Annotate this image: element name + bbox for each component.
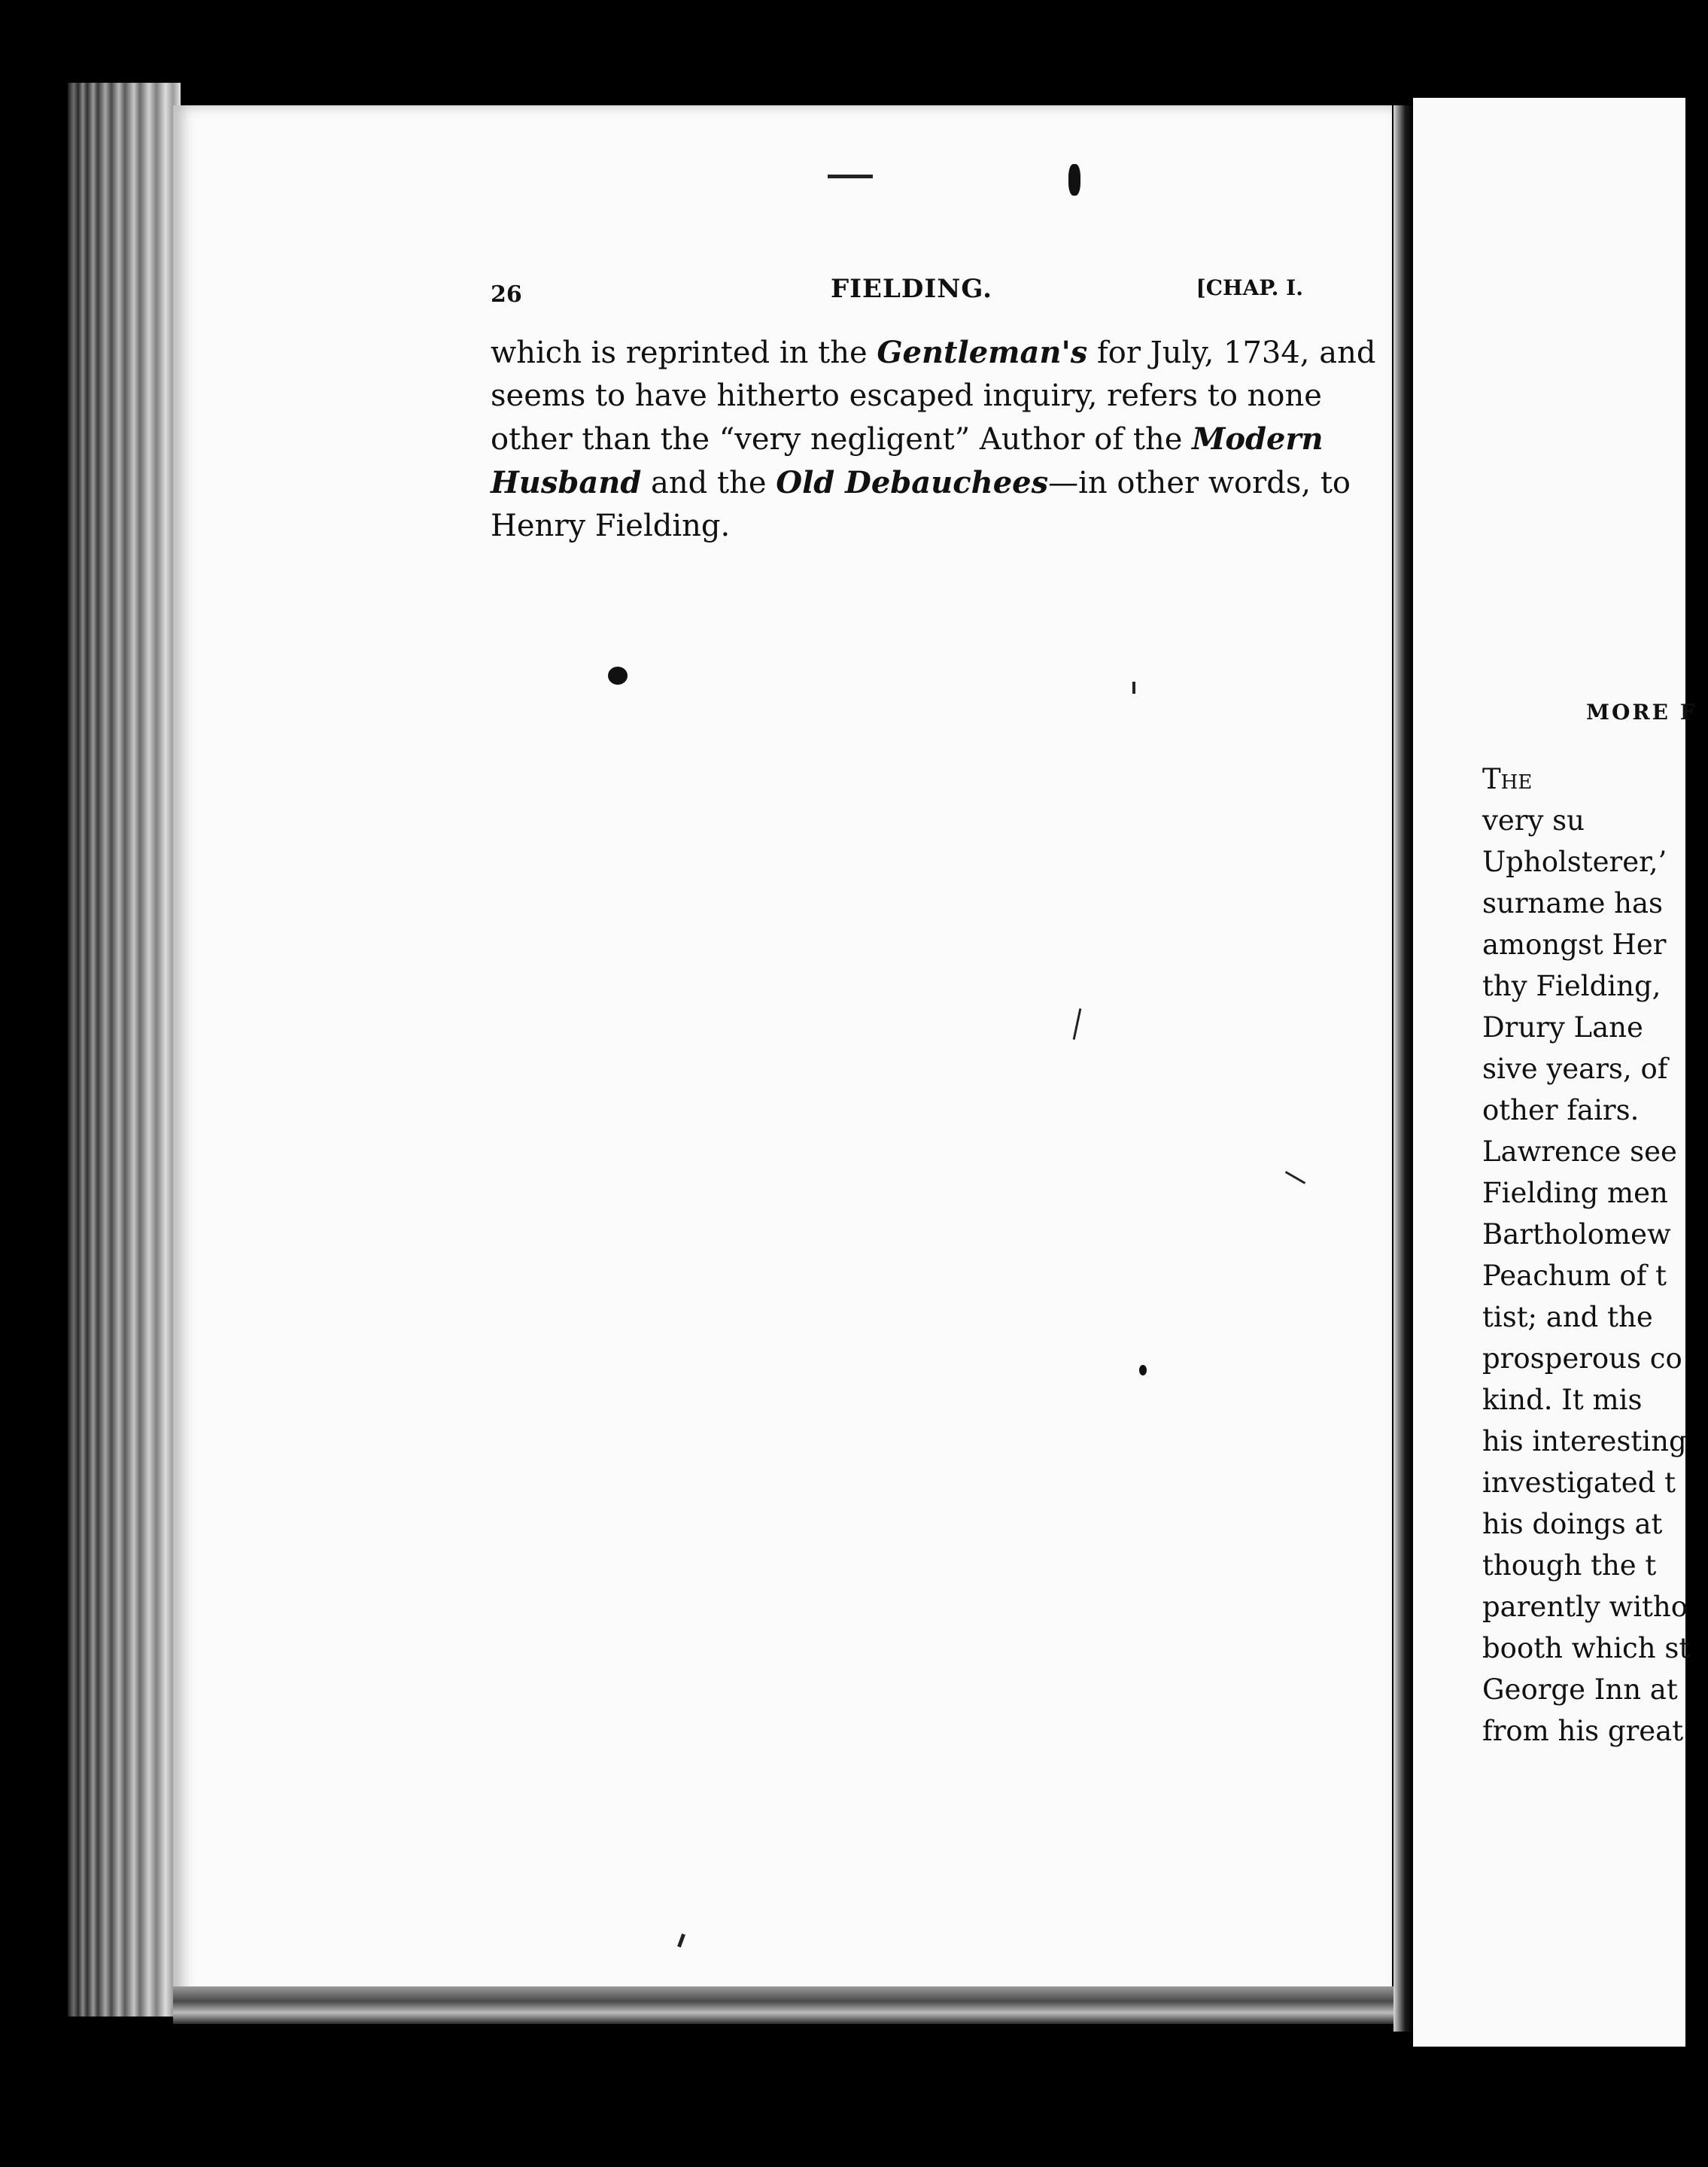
text-line: his interesting [1482,1425,1687,1457]
chapter-reference: [CHAP. I. [1196,275,1303,300]
text-line: Bartholomew [1482,1218,1671,1251]
text-line: prosperous co [1482,1342,1682,1375]
book-page-edges [68,83,181,2017]
speck-mark [1132,682,1135,694]
ink-blot [608,667,628,685]
ink-blot [1139,1365,1147,1375]
text-line: amongst Her [1482,928,1667,961]
text-line: tist; and the [1482,1301,1653,1333]
book-gutter [1393,105,1413,2032]
text-line: though the t [1482,1549,1657,1582]
text-line: Upholsterer,’ [1482,846,1667,878]
right-page-text [1482,758,1708,1752]
text-line: other fairs. [1482,1094,1640,1126]
body-paragraph [491,331,1376,548]
text-line: Peachum of t [1482,1260,1667,1292]
page-title: FIELDING. [831,274,992,304]
page-bottom-edge [173,1986,1400,2024]
ink-blot [1068,164,1080,196]
text-line: Fielding men [1482,1177,1668,1209]
text-line: his doings at [1482,1508,1663,1540]
text-line: thy Fielding, [1482,970,1661,1002]
running-head [491,272,1303,310]
page-number: 26 [491,281,522,308]
text-line: sive years, of [1482,1053,1668,1085]
text-line: other than the “very negligent” Author of the Modern [491,421,1324,457]
text-line: kind. It mis [1482,1384,1643,1416]
text-line: George Inn at [1482,1673,1678,1706]
text-line: seems to have hitherto escaped inquiry, refers to none [491,378,1322,413]
right-running-head: MORE F [1586,700,1697,725]
speck-mark [828,175,873,178]
text-line: surname has [1482,887,1664,919]
text-line: Henry Fielding. [491,509,731,543]
text-line: Drury Lane [1482,1011,1643,1044]
text-line: The very su [1482,763,1585,837]
text-line: parently witho [1482,1591,1688,1623]
text-line: which is reprinted in the Gentleman's for July, 1734, and [491,335,1376,370]
text-line: Husband and the Old Debauchees—in other words, to [491,465,1351,500]
text-line: from his great [1482,1715,1684,1747]
text-line: Lawrence see [1482,1135,1677,1168]
text-line: booth which st [1482,1632,1691,1664]
text-line: investigated t [1482,1466,1676,1499]
